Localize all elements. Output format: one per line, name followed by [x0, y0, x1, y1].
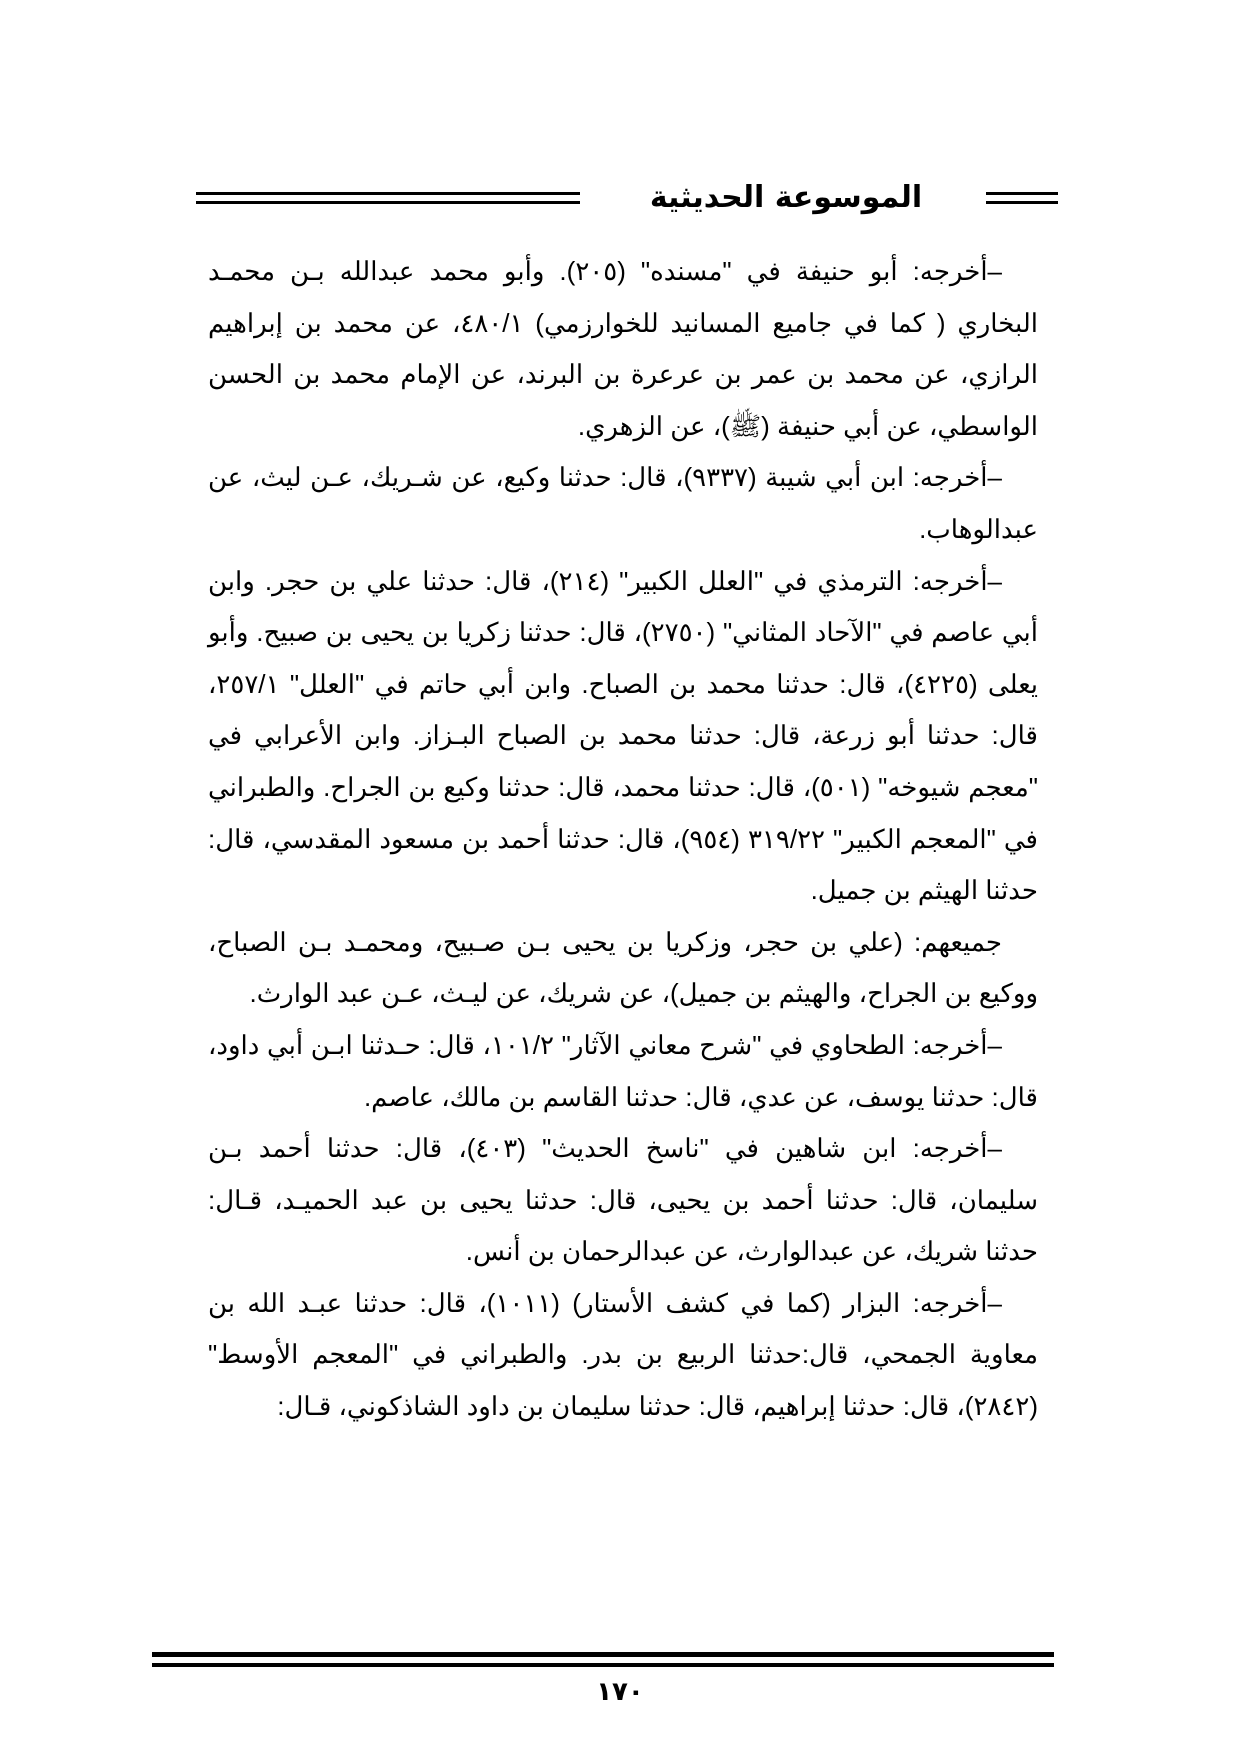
- paragraph: –أخرجه: ابن شاهين في "ناسخ الحديث" (٤٠٣)، قال: حدثنا أحمد بـن سليمان، قال: حدثنا أحمد بن يحيى، قال: حدثنا يحيى بن عبد الحميـد، قـال: حدثنا شريك، عن عبدالوارث، عن عبدالرحمان بن أنس.: [208, 1133, 1038, 1267]
- running-title: الموسوعة الحديثية: [649, 180, 923, 215]
- header-rule-right: [986, 192, 1058, 204]
- paragraph: –أخرجه: الطحاوي في "شرح معاني الآثار" ١٠١/٢، قال: حـدثنا ابـن أبي داود، قال: حدثنا يوسف، عن عدي، قال: حدثنا القاسم بن مالك، عاصم.: [208, 1029, 1038, 1112]
- body-text: [208, 246, 1038, 1433]
- paragraph: –أخرجه: أبو حنيفة في "مسنده" (٢٠٥). وأبو محمد عبدالله بـن محمـد البخاري ( كما في جاميع المسانيد للخوارزمي) ٤٨٠/١، عن محمد بن إبراهيم الرازي، عن محمد بن عمر بن عرعرة بن البرند، عن الإمام محمد بن الحسن الواسطي، عن أبي حنيفة (ﷺ)، عن الزهري.: [208, 256, 1039, 441]
- footer-rule: [152, 1652, 1054, 1667]
- header-rule-left: [196, 192, 580, 204]
- page-header: [196, 170, 1058, 226]
- paragraph: –أخرجه: البزار (كما في كشف الأستار) (١٠١١)، قال: حدثنا عبـد الله بن معاوية الجمحي، قال:حدثنا الربيع بن بدر. والطبراني في "المعجم الأوسط" (٢٨٤٢)، قال: حدثنا إبراهيم، قال: حدثنا سليمان بن داود الشاذكوني، قـال:: [208, 1287, 1038, 1422]
- page-number: ١٧٠: [596, 1677, 644, 1707]
- paragraph: جميعهم: (علي بن حجر، وزكريا بن يحيى بـن صـبيح، ومحمـد بـن الصباح، ووكيع بن الجراح، والهيثم بن جميل)، عن شريك، عن ليـث، عـن عبد الوارث.: [208, 926, 1038, 1009]
- paragraph: –أخرجه: ابن أبي شيبة (٩٣٣٧)، قال: حدثنا وكيع، عن شـريك، عـن ليث، عن عبدالوهاب.: [208, 462, 1038, 544]
- paragraph: –أخرجه: الترمذي في "العلل الكبير" (٢١٤)، قال: حدثنا علي بن حجر. وابن أبي عاصم في "الآحاد المثاني" (٢٧٥٠)، قال: حدثنا زكريا بن يحيى بن صبيح. وأبو يعلى (٤٢٢٥)، قال: حدثنا محمد بن الصباح. وابن أبي حاتم في "العلل" ٢٥٧/١، قال: حدثنا أبو زرعة، قال: حدثنا محمد بن الصباح البـزاز. وابن الأعرابي في "معجم شيوخه" (٥٠١)، قال: حدثنا محمد، قال: حدثنا وكيع بن الجراح. والطبراني في "المعجم الكبير" ٣١٩/٢٢ (٩٥٤)، قال: حدثنا أحمد بن مسعود المقدسي، قال: حدثنا الهيثم بن جميل.: [208, 565, 1039, 906]
